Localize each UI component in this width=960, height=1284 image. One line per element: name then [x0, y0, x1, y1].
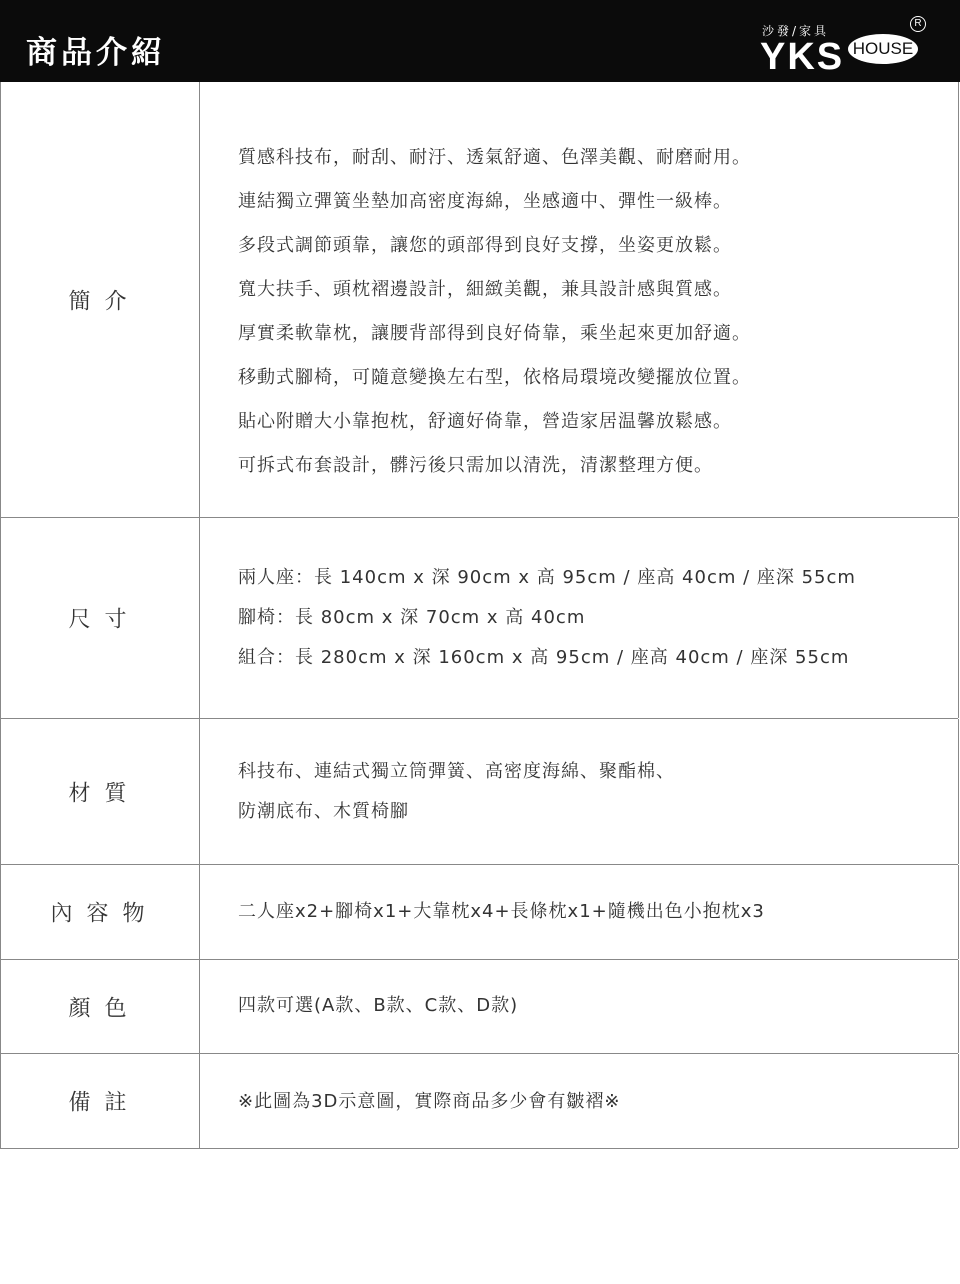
spec-row-color	[0, 960, 958, 1054]
spec-lines	[238, 136, 751, 488]
spec-label-cell	[0, 518, 200, 718]
spec-lines	[238, 1082, 620, 1122]
spec-lines	[238, 892, 765, 932]
spec-line: 多段式調節頭靠，讓您的頭部得到良好支撐，坐姿更放鬆。	[238, 235, 732, 256]
logo-wordmark: YKS	[760, 36, 845, 78]
spec-label: 材質	[68, 781, 141, 806]
spec-label: 顏色	[68, 996, 141, 1021]
spec-line: ※此圖為3D示意圖，實際商品多少會有皺褶※	[238, 1091, 621, 1112]
spec-line: 兩人座：長 140cm x 深 90cm x 高 95cm / 座高 40cm / 座深 55cm	[238, 567, 856, 588]
spec-line: 可拆式布套設計，髒污後只需加以清洗，清潔整理方便。	[238, 455, 713, 476]
spec-line: 移動式腳椅，可隨意變換左右型，依格局環境改變擺放位置。	[238, 367, 751, 388]
spec-label-cell	[0, 719, 200, 864]
spec-label-cell	[0, 1054, 200, 1148]
spec-line: 四款可選(A款、B款、C款、D款)	[238, 995, 519, 1016]
spec-value-cell	[201, 960, 959, 1053]
brand-logo	[760, 14, 930, 80]
spec-line: 貼心附贈大小靠抱枕，舒適好倚靠，營造家居温馨放鬆感。	[238, 411, 732, 432]
spec-value-cell	[201, 82, 959, 517]
registered-mark-icon: R	[910, 16, 926, 32]
spec-lines	[238, 558, 856, 678]
spec-lines	[238, 986, 518, 1026]
spec-label-cell	[0, 865, 200, 959]
spec-row-size	[0, 518, 958, 719]
page-title: 商品介紹	[26, 35, 166, 71]
spec-label-cell	[0, 960, 200, 1053]
spec-value-cell	[201, 518, 959, 718]
spec-value-cell	[201, 719, 959, 864]
spec-label-cell	[0, 82, 200, 517]
spec-line: 腳椅：長 80cm x 深 70cm x 高 40cm	[238, 607, 586, 628]
spec-row-intro	[0, 82, 958, 518]
logo-subtitle: 沙發/家具	[762, 24, 830, 38]
spec-row-material	[0, 719, 958, 865]
spec-label: 尺寸	[68, 607, 141, 633]
spec-row-contents	[0, 865, 958, 960]
spec-line: 質感科技布，耐刮、耐汙、透氣舒適、色澤美觀、耐磨耐用。	[238, 147, 751, 168]
spec-line: 連結獨立彈簧坐墊加高密度海綿，坐感適中、彈性一級棒。	[238, 191, 732, 212]
spec-line: 寬大扶手、頭枕褶邊設計，細緻美觀，兼具設計感與質感。	[238, 279, 732, 300]
spec-line: 二人座x2+腳椅x1+大靠枕x4+長條枕x1+隨機出色小抱枕x3	[238, 901, 765, 922]
spec-label: 簡介	[68, 289, 141, 314]
spec-label: 內容物	[50, 901, 159, 927]
spec-row-notes	[0, 1054, 958, 1149]
spec-line: 厚實柔軟靠枕，讓腰背部得到良好倚靠，乘坐起來更加舒適。	[238, 323, 751, 344]
spec-line: 科技布、連結式獨立筒彈簧、高密度海綿、聚酯棉、	[238, 761, 675, 782]
spec-value-cell	[201, 1054, 959, 1148]
spec-line: 防潮底布、木質椅腳	[238, 801, 409, 822]
spec-label: 備註	[68, 1090, 141, 1116]
spec-value-cell	[201, 865, 959, 959]
spec-line: 組合：長 280cm x 深 160cm x 高 95cm / 座高 40cm / 座深 55cm	[238, 647, 850, 668]
header-bar	[0, 0, 960, 82]
logo-house-badge: HOUSE	[848, 34, 918, 64]
spec-lines	[238, 752, 675, 832]
